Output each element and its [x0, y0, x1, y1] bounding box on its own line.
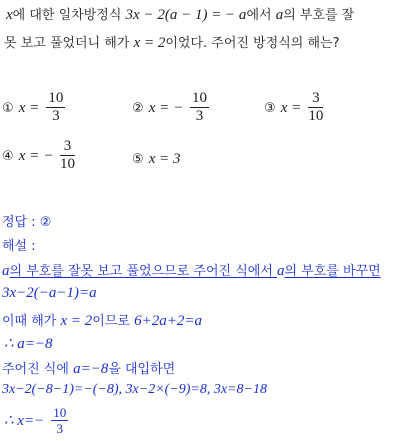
fraction-denominator: 10 [59, 156, 75, 172]
explanation-text: 이때 해가 [2, 314, 61, 329]
result-fraction [51, 405, 68, 436]
choice-number: ① [2, 101, 14, 116]
explanation-line-3 [2, 310, 202, 330]
question-text: 못 보고 풀었더니 해가 [4, 36, 134, 51]
choice-1[interactable] [2, 90, 67, 125]
question-var-x: x [6, 7, 13, 23]
explanation-line-6: 3x−2(−8−1)=−(−8), 3x−2×(−9)=8, 3x=8−18 [2, 382, 267, 397]
choice-lhs: x = [148, 100, 170, 116]
explanation-result: ∴ x=− [4, 413, 45, 429]
choice-sign: − [44, 148, 53, 164]
explanation-text: 의 부호를 바꾸면 [284, 264, 381, 279]
choice-number: ② [132, 101, 144, 116]
explanation-line-2: 3x−2(−a−1)=a [2, 285, 97, 301]
choice-number: ③ [264, 101, 276, 116]
explanation-heading: 해설 : [2, 239, 36, 254]
choice-number: ⑤ [132, 152, 144, 167]
fraction-denominator: 10 [308, 108, 324, 124]
choice-fraction [308, 90, 323, 125]
explanation-line-4: ∴ a=−8 [4, 336, 53, 352]
question-text: 에서 [246, 8, 276, 23]
fraction-numerator: 10 [191, 90, 207, 106]
answer [2, 211, 51, 230]
fraction-denominator: 3 [195, 108, 204, 124]
answer-label: 정답 : [2, 215, 40, 230]
explanation-var-a: a [277, 263, 285, 279]
question-line-2 [4, 32, 339, 52]
choice-lhs: x = [280, 100, 302, 116]
fraction-numerator: 3 [308, 90, 323, 108]
fraction-numerator: 10 [48, 90, 64, 106]
question-text: 의 부호를 잘 [283, 8, 355, 23]
question-equation: x = 2 [133, 35, 166, 51]
choice-2[interactable] [132, 90, 211, 125]
explanation-line-7 [4, 405, 70, 436]
explanation-text: 의 부호를 잘못 보고 풀었으므로 주어진 식에서 [9, 264, 278, 279]
question-text: 에 대한 일차방정식 [12, 8, 126, 23]
fraction-numerator: 10 [53, 405, 67, 420]
fraction-numerator: 3 [60, 138, 75, 156]
choice-lhs: x = 3 [148, 151, 181, 167]
explanation-equation: a=−8 [73, 361, 109, 377]
explanation-text: 이므로 [92, 314, 135, 329]
choice-fraction [190, 90, 209, 125]
answer-value: ② [39, 215, 52, 230]
question-text: 이었다. 주어진 방정식의 해는? [165, 36, 340, 51]
explanation-var-a: a [2, 263, 10, 279]
question-line-1 [6, 4, 354, 24]
choice-fraction [60, 138, 75, 173]
explanation-text: 주어진 식에 [2, 362, 74, 377]
fraction-denominator: 3 [56, 421, 64, 436]
choice-5[interactable] [132, 148, 181, 168]
choice-number: ④ [2, 149, 14, 164]
explanation-line-1 [2, 260, 381, 280]
explanation-equation: x = 2 [60, 313, 93, 329]
explanation-line-5 [2, 358, 175, 378]
explanation-text: 을 대입하면 [108, 362, 176, 377]
choice-lhs: x = [18, 100, 40, 116]
choice-sign: − [174, 100, 183, 116]
fraction-denominator: 3 [52, 108, 60, 124]
choice-3[interactable] [264, 90, 325, 125]
choice-4[interactable] [2, 138, 77, 173]
explanation-equation: 6+2a+2=a [134, 313, 202, 329]
choice-fraction [46, 90, 65, 125]
choice-lhs: x = [18, 148, 40, 164]
question-var-a: a [275, 7, 284, 23]
question-equation: 3x − 2(a − 1) = − a [125, 7, 247, 23]
